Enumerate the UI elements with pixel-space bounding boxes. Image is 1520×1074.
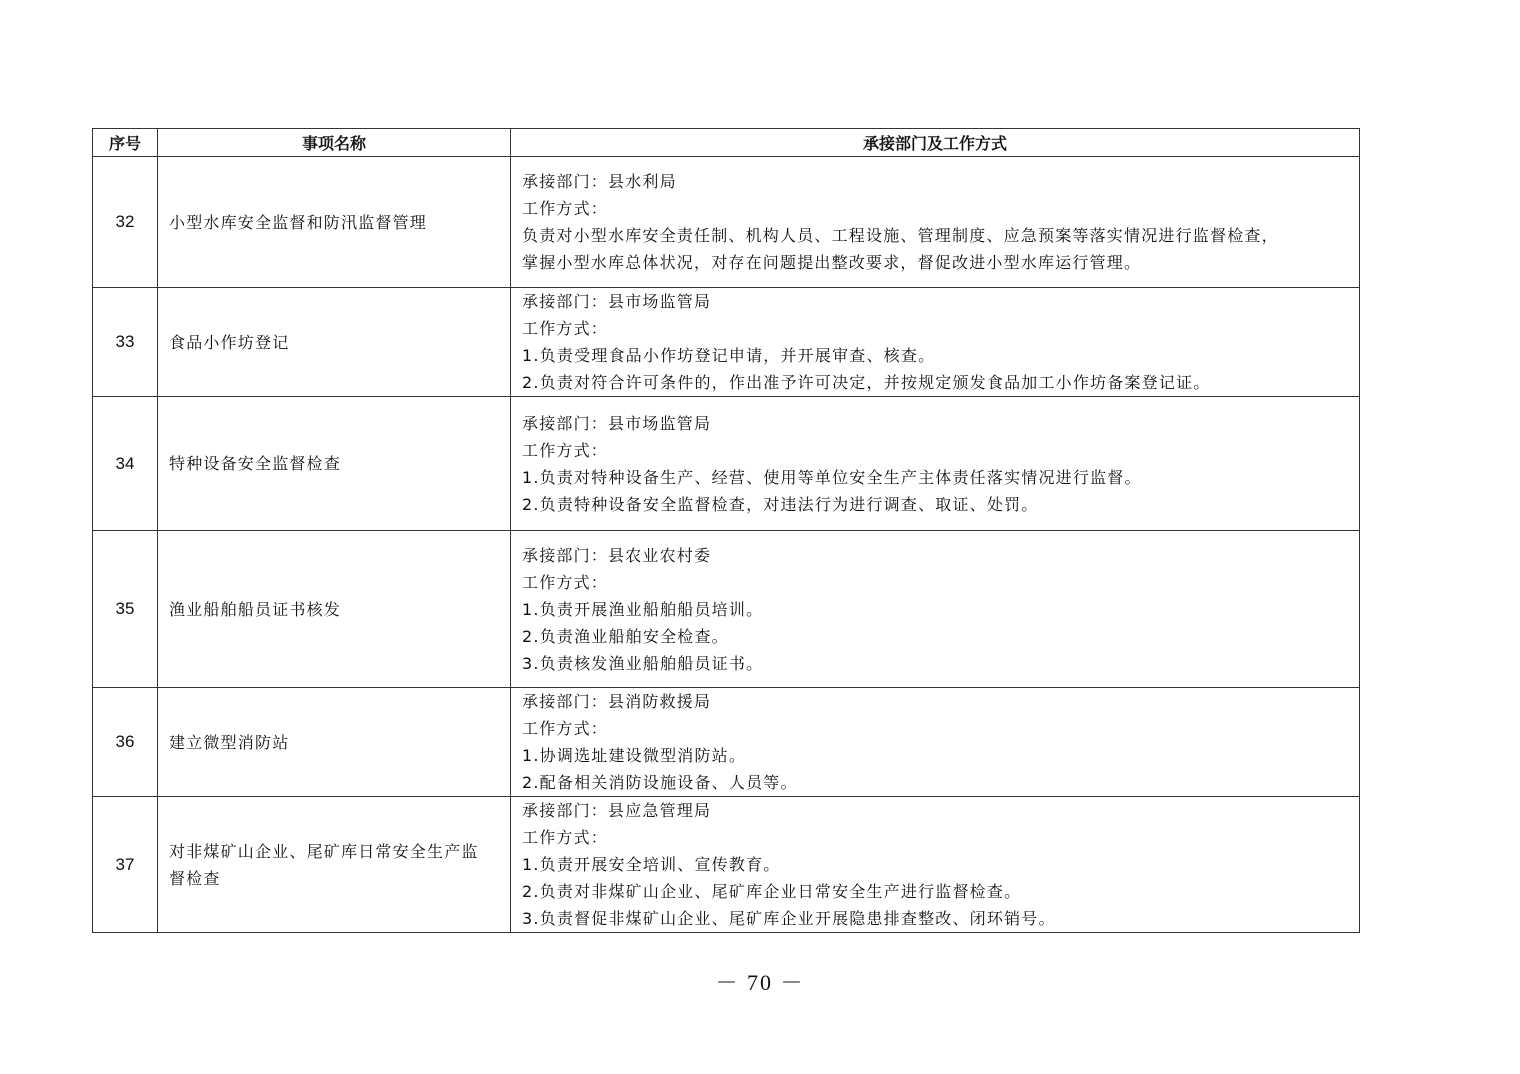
row-serial-number: 35 bbox=[93, 531, 158, 688]
item-name-text: 小型水库安全监督和防汛监督管理 bbox=[169, 212, 428, 232]
method-item: 3.负责督促非煤矿山企业、尾矿库企业开展隐患排查整改、闭环销号。 bbox=[522, 909, 1056, 928]
department-line: 承接部门：县水利局 bbox=[522, 172, 677, 191]
method-item: 1.负责对特种设备生产、经营、使用等单位安全生产主体责任落实情况进行监督。 bbox=[522, 467, 1142, 487]
table-header-row bbox=[93, 129, 1360, 157]
method-label: 工作方式： bbox=[522, 319, 609, 338]
row-serial-number: 33 bbox=[93, 288, 158, 397]
row-department-method bbox=[511, 688, 1360, 797]
row-serial-number: 34 bbox=[93, 397, 158, 531]
method-item: 1.负责开展渔业船舶船员培训。 bbox=[522, 599, 764, 619]
method-label: 工作方式： bbox=[522, 440, 609, 460]
header-item-name: 事项名称 bbox=[158, 129, 511, 157]
method-label: 工作方式： bbox=[522, 572, 609, 592]
method-item: 2.负责特种设备安全监督检查，对违法行为进行调查、取证、处罚。 bbox=[522, 494, 1039, 514]
row-serial-number: 36 bbox=[93, 688, 158, 797]
row-item-name bbox=[158, 797, 511, 933]
row-item-name bbox=[158, 157, 511, 288]
method-label: 工作方式： bbox=[522, 828, 609, 847]
row-department-method bbox=[511, 288, 1360, 397]
item-name-text: 食品小作坊登记 bbox=[169, 332, 290, 352]
header-serial-number: 序号 bbox=[93, 129, 158, 157]
method-item: 2.负责对符合许可条件的，作出准予许可决定，并按规定颁发食品加工小作坊备案登记证。 bbox=[522, 373, 1211, 392]
row-item-name bbox=[158, 531, 511, 688]
row-serial-number: 32 bbox=[93, 157, 158, 288]
item-name-text: 督检查 bbox=[169, 868, 221, 888]
method-item: 1.协调选址建设微型消防站。 bbox=[522, 746, 747, 765]
method-item: 2.配备相关消防设施设备、人员等。 bbox=[522, 773, 798, 792]
department-line: 承接部门：县应急管理局 bbox=[522, 801, 712, 820]
method-label: 工作方式： bbox=[522, 719, 609, 738]
item-name-text: 建立微型消防站 bbox=[169, 732, 290, 752]
items-table bbox=[92, 128, 1360, 933]
table-row bbox=[93, 797, 1360, 933]
table-row bbox=[93, 288, 1360, 397]
method-item: 2.负责对非煤矿山企业、尾矿库企业日常安全生产进行监督检查。 bbox=[522, 882, 1022, 901]
page-number: － 70 － bbox=[715, 970, 805, 995]
item-name-text: 对非煤矿山企业、尾矿库日常安全生产监 bbox=[169, 841, 479, 861]
row-department-method bbox=[511, 797, 1360, 933]
method-item: 1.负责受理食品小作坊登记申请，并开展审查、核查。 bbox=[522, 346, 936, 365]
table-row bbox=[93, 157, 1360, 288]
item-name-text: 渔业船舶船员证书核发 bbox=[169, 599, 342, 619]
table-row bbox=[93, 688, 1360, 797]
row-item-name bbox=[158, 397, 511, 531]
department-line: 承接部门：县市场监管局 bbox=[522, 413, 712, 433]
row-serial-number: 37 bbox=[93, 797, 158, 933]
method-item: 2.负责渔业船舶安全检查。 bbox=[522, 626, 729, 646]
department-line: 承接部门：县市场监管局 bbox=[522, 292, 712, 311]
table-row bbox=[93, 397, 1360, 531]
row-item-name bbox=[158, 288, 511, 397]
department-line: 承接部门：县农业农村委 bbox=[522, 545, 712, 565]
row-department-method bbox=[511, 531, 1360, 688]
method-item: 负责对小型水库安全责任制、机构人员、工程设施、管理制度、应急预案等落实情况进行监督检查， bbox=[522, 226, 1279, 245]
method-item: 掌握小型水库总体状况，对存在问题提出整改要求，督促改进小型水库运行管理。 bbox=[522, 253, 1142, 272]
row-department-method bbox=[511, 397, 1360, 531]
table-row bbox=[93, 531, 1360, 688]
item-name-text: 特种设备安全监督检查 bbox=[169, 454, 342, 473]
header-department-and-method: 承接部门及工作方式 bbox=[511, 129, 1360, 157]
method-label: 工作方式： bbox=[522, 199, 609, 218]
row-department-method bbox=[511, 157, 1360, 288]
method-item: 3.负责核发渔业船舶船员证书。 bbox=[522, 653, 764, 673]
method-item: 1.负责开展安全培训、宣传教育。 bbox=[522, 855, 781, 874]
row-item-name bbox=[158, 688, 511, 797]
department-line: 承接部门：县消防救援局 bbox=[522, 692, 712, 711]
